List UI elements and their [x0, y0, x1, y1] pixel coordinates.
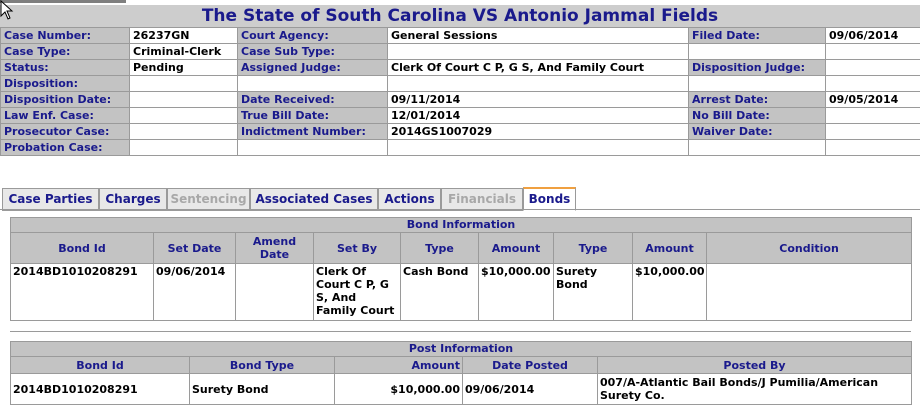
table-row [11, 264, 912, 321]
section-title: Post Information [11, 342, 912, 357]
tab-financials: Financials [441, 188, 523, 211]
info-row [1, 44, 920, 60]
table-cell: $10,000.00 [335, 374, 463, 405]
top-scrollbar [0, 0, 126, 3]
column-header: Type [401, 233, 479, 264]
column-header: Condition [707, 233, 912, 264]
field-value [238, 76, 388, 92]
field-label: Disposition: [1, 76, 130, 92]
field-label: Status: [1, 60, 130, 76]
info-row [1, 124, 920, 140]
column-header: Type [554, 233, 633, 264]
column-header: Bond Type [190, 357, 335, 374]
field-label: Probation Case: [1, 140, 130, 156]
column-header: Date Posted [463, 357, 598, 374]
mouse-pointer-icon [0, 0, 14, 20]
field-value [388, 140, 689, 156]
field-value [130, 92, 238, 108]
info-row [1, 140, 920, 156]
field-label: No Bill Date: [689, 108, 826, 124]
column-header: Bond Id [11, 233, 154, 264]
info-row [1, 60, 920, 76]
table-cell: Surety Bond [554, 264, 633, 321]
case-info-table [0, 27, 920, 156]
field-value: Clerk Of Court C P, G S, And Family Court [388, 60, 689, 76]
tab-case-parties[interactable]: Case Parties [2, 188, 99, 211]
tab-charges[interactable]: Charges [99, 188, 167, 211]
field-value: 12/01/2014 [388, 108, 689, 124]
field-value [689, 140, 826, 156]
table-cell: 09/06/2014 [463, 374, 598, 405]
tab-bonds[interactable]: Bonds [523, 187, 576, 211]
field-value [826, 76, 920, 92]
column-header: Amount [335, 357, 463, 374]
column-header: Set Date [154, 233, 236, 264]
case-title: The State of South Carolina VS Antonio Jammal Fields [0, 5, 920, 27]
field-value: 09/06/2014 [826, 28, 920, 44]
field-label: Prosecutor Case: [1, 124, 130, 140]
post-information-table [10, 341, 912, 405]
field-value [689, 44, 826, 60]
table-cell [707, 264, 912, 321]
field-label: Case Type: [1, 44, 130, 60]
section-divider [10, 331, 911, 332]
table-cell: Surety Bond [190, 374, 335, 405]
tab-associated-cases[interactable]: Associated Cases [250, 188, 378, 211]
table-cell: $10,000.00 [633, 264, 707, 321]
field-label: Assigned Judge: [238, 60, 388, 76]
field-value [130, 76, 238, 92]
column-header: Amount [479, 233, 554, 264]
column-header: Bond Id [11, 357, 190, 374]
field-label: True Bill Date: [238, 108, 388, 124]
field-label: Case Sub Type: [238, 44, 388, 60]
field-label: Filed Date: [689, 28, 826, 44]
field-value: Criminal-Clerk [130, 44, 238, 60]
field-value: 26237GN [130, 28, 238, 44]
tab-actions[interactable]: Actions [378, 188, 441, 211]
field-value [826, 108, 920, 124]
field-value [689, 76, 826, 92]
table-cell: $10,000.00 [479, 264, 554, 321]
field-value [130, 140, 238, 156]
field-value: 2014GS1007029 [388, 124, 689, 140]
column-header: Amend Date [236, 233, 314, 264]
section-title: Bond Information [11, 218, 912, 233]
info-row [1, 92, 920, 108]
field-label: Law Enf. Case: [1, 108, 130, 124]
field-label: Case Number: [1, 28, 130, 44]
column-header: Posted By [598, 357, 912, 374]
field-value [238, 140, 388, 156]
field-label: Indictment Number: [238, 124, 388, 140]
field-label: Court Agency: [238, 28, 388, 44]
field-value [388, 44, 689, 60]
table-cell: Cash Bond [401, 264, 479, 321]
field-value: 09/11/2014 [388, 92, 689, 108]
table-cell: Clerk Of Court C P, G S, And Family Court [314, 264, 401, 321]
field-value [826, 124, 920, 140]
table-cell: 2014BD1010208291 [11, 374, 190, 405]
tab-sentencing: Sentencing [167, 188, 250, 211]
field-value: 09/05/2014 [826, 92, 920, 108]
field-value: Pending [130, 60, 238, 76]
field-label: Date Received: [238, 92, 388, 108]
field-label: Arrest Date: [689, 92, 826, 108]
table-cell [236, 264, 314, 321]
field-label: Disposition Judge: [689, 60, 826, 76]
field-label: Waiver Date: [689, 124, 826, 140]
field-value [130, 124, 238, 140]
field-value [388, 76, 689, 92]
field-value [826, 44, 920, 60]
field-value [826, 60, 920, 76]
table-row [11, 374, 912, 405]
tab-underline [0, 209, 920, 210]
field-label: Disposition Date: [1, 92, 130, 108]
bond-information-table [10, 217, 912, 321]
field-value [130, 108, 238, 124]
table-cell: 007/A-Atlantic Bail Bonds/J Pumilia/American Surety Co. [598, 374, 912, 405]
table-cell: 09/06/2014 [154, 264, 236, 321]
column-header: Amount [633, 233, 707, 264]
field-value [826, 140, 920, 156]
column-header: Set By [314, 233, 401, 264]
table-cell: 2014BD1010208291 [11, 264, 154, 321]
info-row [1, 76, 920, 92]
info-row [1, 108, 920, 124]
field-value: General Sessions [388, 28, 689, 44]
info-row [1, 28, 920, 44]
